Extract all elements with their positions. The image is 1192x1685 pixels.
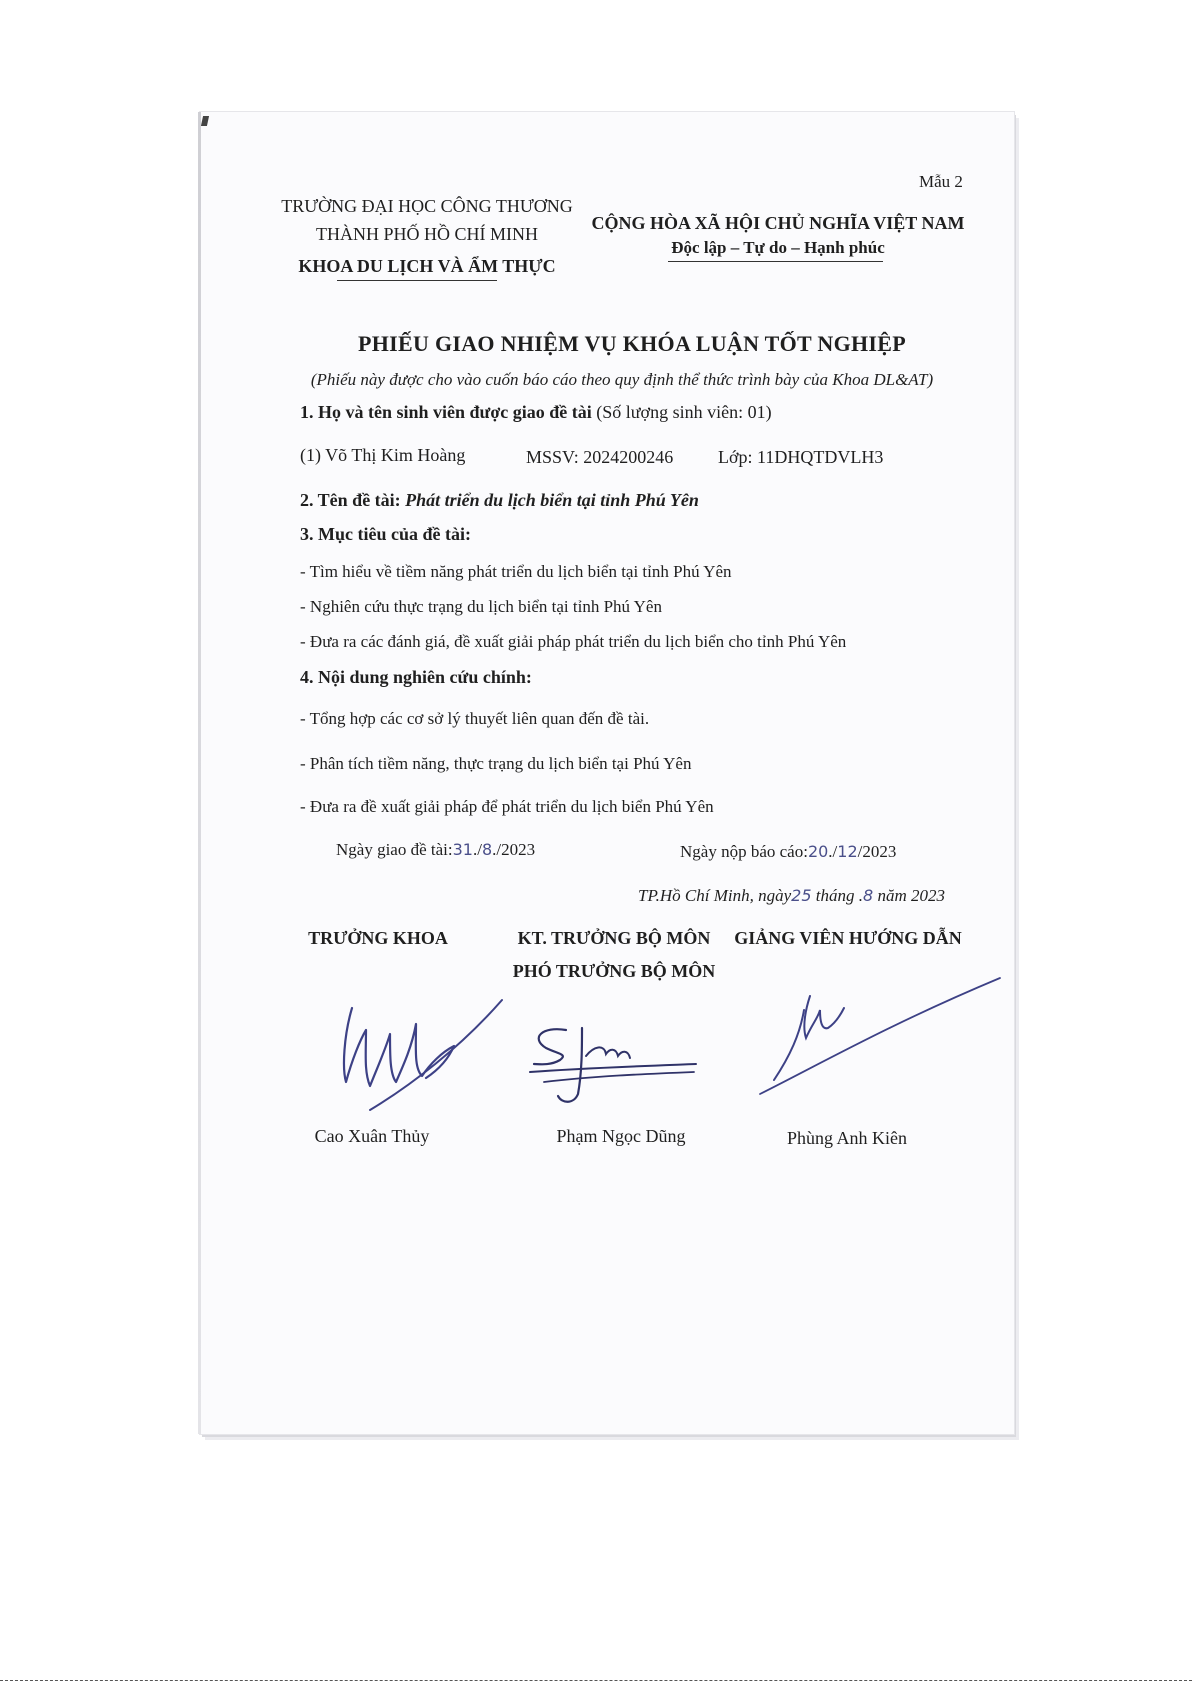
student-class: Lớp: 11DHQTDVLH3: [718, 447, 884, 467]
page-title: PHIẾU GIAO NHIỆM VỤ KHÓA LUẬN TỐT NGHIỆP: [357, 331, 907, 356]
place-date-suffix: năm 2023: [877, 886, 945, 905]
section-4-heading: 4. Nội dung nghiên cứu chính:: [300, 667, 532, 687]
submit-month-handwritten: 12: [837, 842, 858, 861]
signer-name-dean: Cao Xuân Thủy: [314, 1126, 430, 1146]
student-name: (1) Võ Thị Kim Hoàng: [300, 445, 466, 465]
submit-year: 2023: [862, 842, 897, 861]
faculty-underline: [337, 280, 497, 281]
page-bottom-border: [0, 1680, 1192, 1681]
thesis-topic: Phát triển du lịch biển tại tỉnh Phú Yên: [405, 490, 699, 510]
objective-item: - Nghiên cứu thực trạng du lịch biển tại tỉnh Phú Yên: [300, 597, 662, 616]
signer-role-department: KT. TRƯỞNG BỘ MÔN: [517, 928, 711, 948]
objective-item: - Đưa ra các đánh giá, đề xuất giải pháp phát triển du lịch biển cho tỉnh Phú Yên: [300, 632, 847, 651]
assign-date-label: Ngày giao đề tài:: [336, 840, 453, 859]
section-1-line: [300, 402, 772, 423]
signer-role-dean: TRƯỞNG KHOA: [308, 928, 448, 948]
place-month-handwritten: 8: [863, 886, 874, 905]
assign-date: Ngày giao đề tài:31./8./2023: [336, 840, 536, 859]
scan-edge: [198, 112, 201, 1434]
city-name: THÀNH PHỐ HỒ CHÍ MINH: [316, 224, 538, 244]
submit-date-label: Ngày nộp báo cáo:: [680, 842, 808, 861]
place-date: [638, 886, 945, 906]
place-date-prefix: TP.Hồ Chí Minh, ngày: [638, 886, 792, 905]
university-name: TRƯỜNG ĐẠI HỌC CÔNG THƯƠNG: [281, 196, 573, 216]
signer-name-department: Phạm Ngọc Dũng: [556, 1126, 686, 1146]
republic-name: CỘNG HÒA XÃ HỘI CHỦ NGHĨA VIỆT NAM: [591, 213, 965, 233]
objective-item: - Tìm hiểu về tiềm năng phát triển du lịch biển tại tỉnh Phú Yên: [300, 562, 732, 581]
signer-name-supervisor: Phùng Anh Kiên: [786, 1128, 908, 1148]
signature-dean: [330, 990, 530, 1120]
submit-day-handwritten: 20: [807, 842, 829, 861]
section-2-heading: 2. Tên đề tài:: [300, 490, 401, 510]
content-item: - Đưa ra đề xuất giải pháp để phát triển du lịch biển Phú Yên: [300, 797, 714, 816]
signer-role-deputy: PHÓ TRƯỞNG BỘ MÔN: [512, 961, 716, 981]
section-1-note: (Số lượng sinh viên: 01): [596, 402, 772, 422]
section-2-line: [300, 490, 699, 511]
content-item: - Phân tích tiềm năng, thực trạng du lịch biển tại Phú Yên: [300, 754, 692, 773]
section-1-heading: 1. Họ và tên sinh viên được giao đề tài: [300, 402, 592, 422]
place-month-label: tháng .: [815, 886, 864, 905]
assign-year: /2023: [496, 840, 536, 859]
signature-supervisor: [760, 968, 1010, 1108]
faculty-name: KHOA DU LỊCH VÀ ẨM THỰC: [298, 256, 556, 276]
section-3-heading: 3. Mục tiêu của đề tài:: [300, 524, 471, 544]
assign-month-handwritten: 8: [481, 840, 493, 859]
motto-underline: [668, 261, 883, 262]
form-number: Mẫu 2: [919, 172, 963, 191]
page-subtitle: (Phiếu này được cho vào cuốn báo cáo theo quy định thể thức trình bày của Khoa DL&AT): [310, 370, 934, 389]
national-motto: Độc lập – Tự do – Hạnh phúc: [671, 238, 885, 257]
submit-date: Ngày nộp báo cáo:20./12/2023: [680, 842, 897, 861]
content-item: - Tổng hợp các cơ sở lý thuyết liên quan đến đề tài.: [300, 709, 650, 728]
signer-role-supervisor: GIẢNG VIÊN HƯỚNG DẪN: [734, 928, 962, 948]
signature-department: [524, 1008, 704, 1118]
place-day-handwritten: 25: [791, 886, 812, 905]
assign-day-handwritten: 31: [452, 840, 473, 859]
student-id: MSSV: 2024200246: [526, 447, 674, 467]
